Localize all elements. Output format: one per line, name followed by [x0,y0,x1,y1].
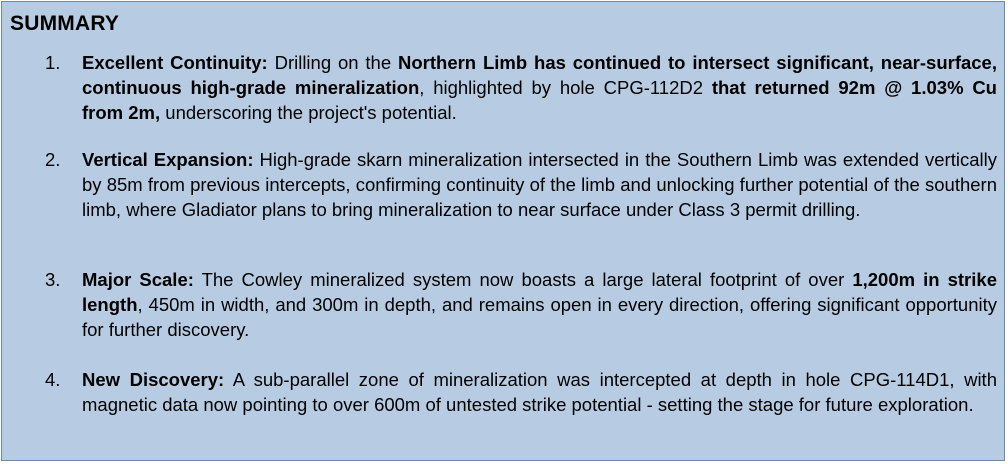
item-2-title: Vertical Expansion: [82,149,254,170]
item-3-text-part: The Cowley mineralized system now boasts a large lateral footprint of over [193,269,853,290]
item-1-text-part: Drilling on the [267,52,398,73]
item-1-highlight: that returned 92m @ 1.03% Cu from 2m, [82,77,997,123]
item-1-title: Excellent Continuity: [82,52,268,73]
item-number: 3. [45,269,61,290]
item-3-text-part: , 450m in width, and 300m in depth, and remains open in every direction, offering significant opportunity for further discovery. [82,294,997,340]
item-text [82,147,997,222]
item-1-text-part: , highlighted by hole CPG-112D2 [419,77,712,98]
item-text [82,367,997,417]
item-number: 1. [45,52,61,73]
summary-heading: SUMMARY [10,12,120,35]
item-4-text-part: A sub-parallel zone of mineralization was intercepted at depth in hole CPG-114D1, with magnetic data now pointing to over 600m of untested strike potential - setting the stage for future exploration. [82,369,997,415]
item-number: 2. [45,149,61,170]
item-text [82,267,997,342]
item-3-highlight: 1,200m in strike length [82,269,997,315]
item-1-highlight: Northern Limb has continued to intersect significant, near-surface, continuous high-grade mineralization [82,52,997,98]
item-4-title: New Discovery: [82,369,225,390]
item-2-text-part: High-grade skarn mineralization intersected in the Southern Limb was extended vertically by 85m from previous intercepts, confirming continuity of the limb and unlocking further potential of the southern limb, where Gladiator plans to bring mineralization to near surface under Class 3 permit drilling. [82,149,997,220]
item-number: 4. [45,369,61,390]
summary-box [1,1,1005,461]
item-text [82,50,997,125]
item-3-title: Major Scale: [82,269,194,290]
item-1-text-part: underscoring the project's potential. [160,102,457,123]
